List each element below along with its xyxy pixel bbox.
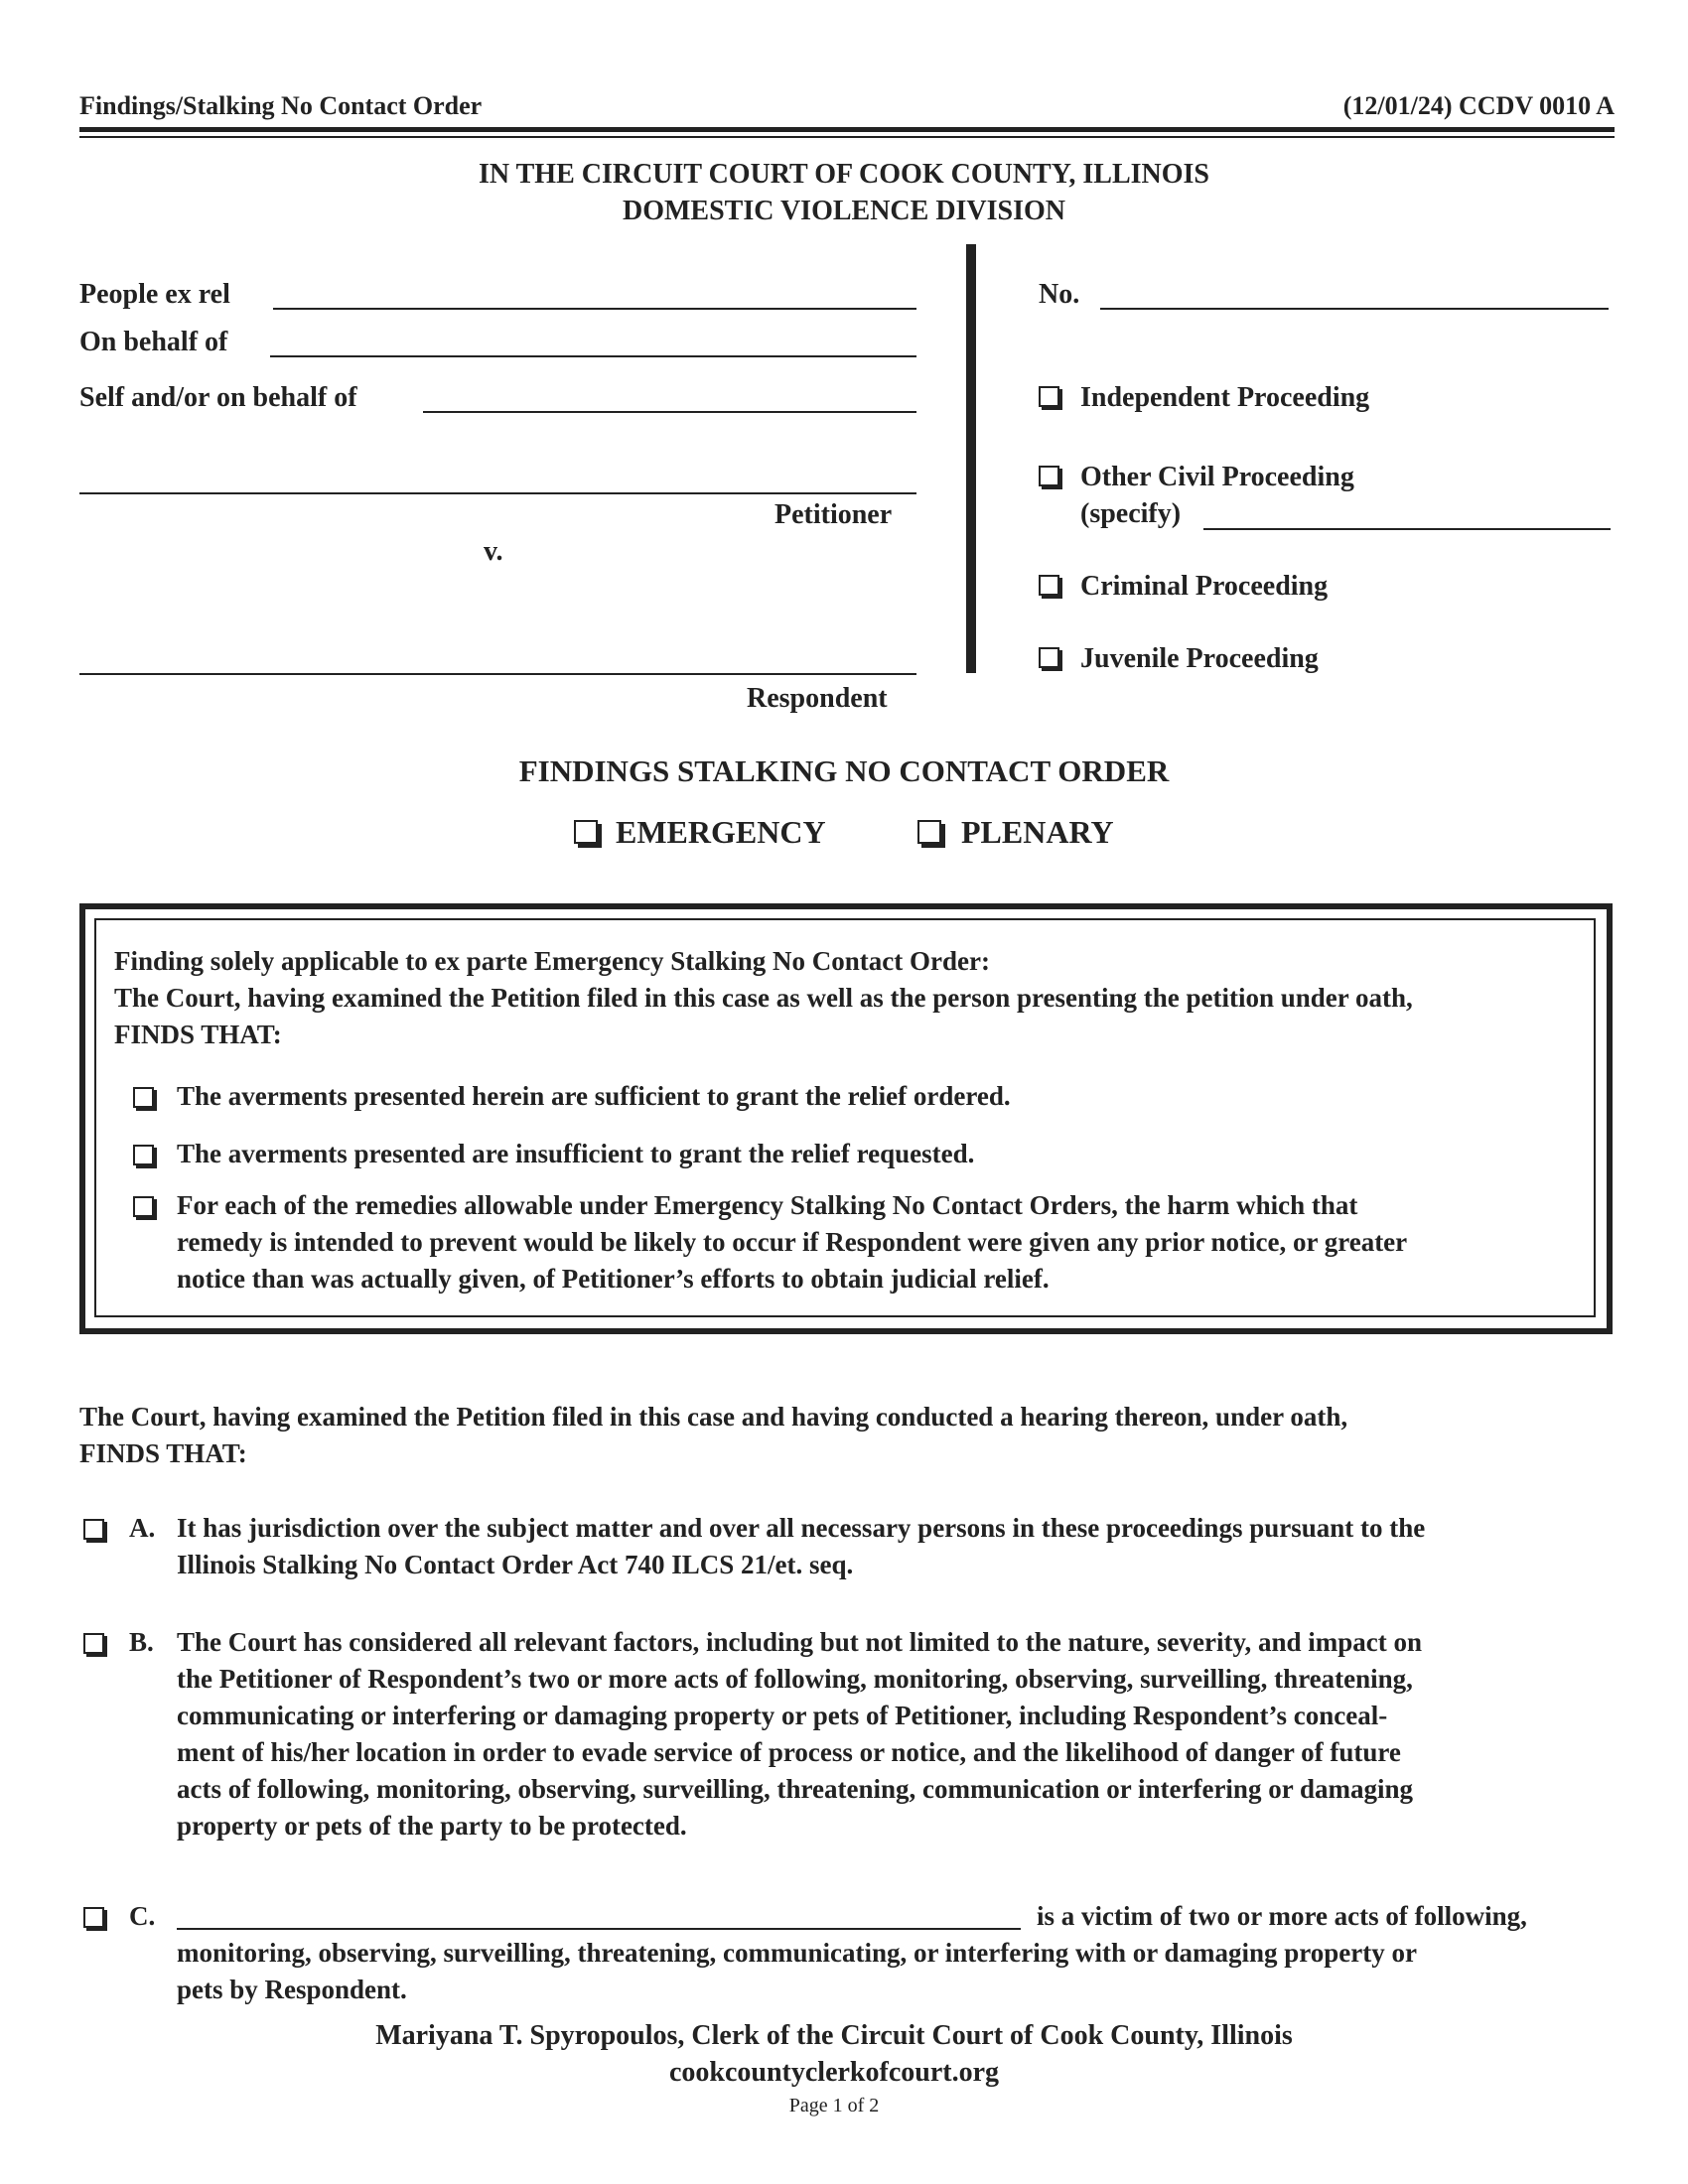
plenary-checkbox[interactable] bbox=[917, 820, 941, 844]
petitioner-name-field[interactable] bbox=[79, 492, 916, 494]
finding-b-line3: communicating or interfering or damaging property or pets of Petitioner, including Respondent’s conceal- bbox=[177, 1701, 1388, 1730]
finding-b-line4: ment of his/her location in order to evade service of process or notice, and the likelihood of danger of future bbox=[177, 1737, 1401, 1767]
independent-proceeding-checkbox[interactable] bbox=[1039, 386, 1059, 407]
other-civil-proceeding-label: Other Civil Proceeding bbox=[1080, 462, 1354, 492]
emergency-checkbox[interactable] bbox=[574, 820, 598, 844]
case-number-field[interactable] bbox=[1100, 308, 1609, 310]
finding-b-line6: property or pets of the party to be protected. bbox=[177, 1811, 687, 1841]
criminal-proceeding-label: Criminal Proceeding bbox=[1080, 571, 1329, 602]
finding-c-line3: pets by Respondent. bbox=[177, 1975, 407, 2004]
finding-c-label: C. bbox=[129, 1901, 156, 1931]
finding-b-line1: The Court has considered all relevant factors, including but not limited to the nature, severity, and impact on bbox=[177, 1627, 1423, 1657]
emergency-label: EMERGENCY bbox=[616, 814, 826, 850]
specify-field[interactable] bbox=[1203, 528, 1611, 530]
findings-finds-that: FINDS THAT: bbox=[79, 1438, 247, 1468]
emergency-finds-that: FINDS THAT: bbox=[114, 1020, 282, 1049]
harm-likely-checkbox[interactable] bbox=[133, 1196, 154, 1217]
form-title: Findings/Stalking No Contact Order bbox=[79, 91, 483, 120]
respondent-label: Respondent bbox=[747, 683, 888, 714]
independent-proceeding-label: Independent Proceeding bbox=[1080, 382, 1370, 413]
harm-likely-text-line3: notice than was actually given, of Petitioner’s efforts to obtain judicial relief. bbox=[177, 1264, 1050, 1294]
finding-b-line5: acts of following, monitoring, observing, surveilling, threatening, communication or interfering or damaging bbox=[177, 1774, 1413, 1804]
petitioner-label: Petitioner bbox=[774, 499, 893, 530]
clerk-website: cookcountyclerkofcourt.org bbox=[668, 2057, 1000, 2088]
sufficient-averments-text: The averments presented herein are sufficient to grant the relief ordered. bbox=[177, 1081, 1011, 1111]
juvenile-proceeding-checkbox[interactable] bbox=[1039, 647, 1059, 668]
court-name: IN THE CIRCUIT COURT OF COOK COUNTY, ILLINOIS bbox=[479, 159, 1209, 190]
people-ex-rel-field[interactable] bbox=[273, 308, 916, 310]
form-code: (12/01/24) CCDV 0010 A bbox=[1342, 91, 1615, 120]
finding-b-label: B. bbox=[129, 1627, 154, 1657]
emergency-intro: The Court, having examined the Petition filed in this case as well as the person presenting the petition under oath, bbox=[114, 983, 1413, 1013]
finding-b-line2: the Petitioner of Respondent’s two or more acts of following, monitoring, observing, surveilling, threatening, bbox=[177, 1664, 1413, 1694]
finding-c-line1: is a victim of two or more acts of following, bbox=[1037, 1901, 1527, 1931]
finding-c-checkbox[interactable] bbox=[83, 1907, 104, 1928]
finding-b-checkbox[interactable] bbox=[83, 1633, 104, 1654]
emergency-heading: Finding solely applicable to ex parte Emergency Stalking No Contact Order: bbox=[114, 946, 990, 976]
self-and-or-field[interactable] bbox=[423, 411, 916, 413]
other-civil-proceeding-checkbox[interactable] bbox=[1039, 466, 1059, 486]
self-and-or-label: Self and/or on behalf of bbox=[79, 382, 357, 413]
sufficient-averments-checkbox[interactable] bbox=[133, 1087, 154, 1108]
people-ex-rel-label: People ex rel bbox=[79, 279, 230, 310]
findings-intro: The Court, having examined the Petition filed in this case and having conducted a hearing thereon, under oath, bbox=[79, 1402, 1348, 1432]
finding-a-line2: Illinois Stalking No Contact Order Act 740 ILCS 21/et. seq. bbox=[177, 1550, 854, 1579]
insufficient-averments-text: The averments presented are insufficient to grant the relief requested. bbox=[177, 1139, 975, 1168]
clerk-name: Mariyana T. Spyropoulos, Clerk of the Circuit Court of Cook County, Illinois bbox=[375, 2020, 1293, 2051]
header-rule-thick bbox=[79, 127, 1615, 132]
harm-likely-text-line1: For each of the remedies allowable under Emergency Stalking No Contact Orders, the harm which that bbox=[177, 1190, 1358, 1220]
on-behalf-of-field[interactable] bbox=[270, 355, 916, 357]
plenary-label: PLENARY bbox=[961, 814, 1114, 850]
specify-label: (specify) bbox=[1080, 498, 1182, 529]
finding-a-line1: It has jurisdiction over the subject matter and over all necessary persons in these proceedings pursuant to the bbox=[177, 1513, 1426, 1543]
order-title: FINDINGS STALKING NO CONTACT ORDER bbox=[518, 753, 1170, 788]
criminal-proceeding-checkbox[interactable] bbox=[1039, 575, 1059, 596]
juvenile-proceeding-label: Juvenile Proceeding bbox=[1080, 643, 1319, 674]
header-rule-thin bbox=[79, 136, 1615, 138]
finding-c-line2: monitoring, observing, surveilling, threatening, communicating, or interfering with or damaging property or bbox=[177, 1938, 1417, 1968]
case-number-label: No. bbox=[1039, 279, 1080, 310]
respondent-name-field[interactable] bbox=[79, 673, 916, 675]
harm-likely-text-line2: remedy is intended to prevent would be likely to occur if Respondent were given any prior notice, or greater bbox=[177, 1227, 1408, 1257]
finding-a-label: A. bbox=[129, 1513, 156, 1543]
caption-divider bbox=[966, 244, 976, 673]
insufficient-averments-checkbox[interactable] bbox=[133, 1145, 154, 1165]
page-number: Page 1 of 2 bbox=[788, 2095, 880, 2116]
finding-a-checkbox[interactable] bbox=[83, 1519, 104, 1540]
victim-name-field[interactable] bbox=[177, 1928, 1021, 1930]
court-division: DOMESTIC VIOLENCE DIVISION bbox=[622, 196, 1066, 226]
versus-label: v. bbox=[484, 536, 503, 567]
on-behalf-of-label: On behalf of bbox=[79, 327, 228, 357]
